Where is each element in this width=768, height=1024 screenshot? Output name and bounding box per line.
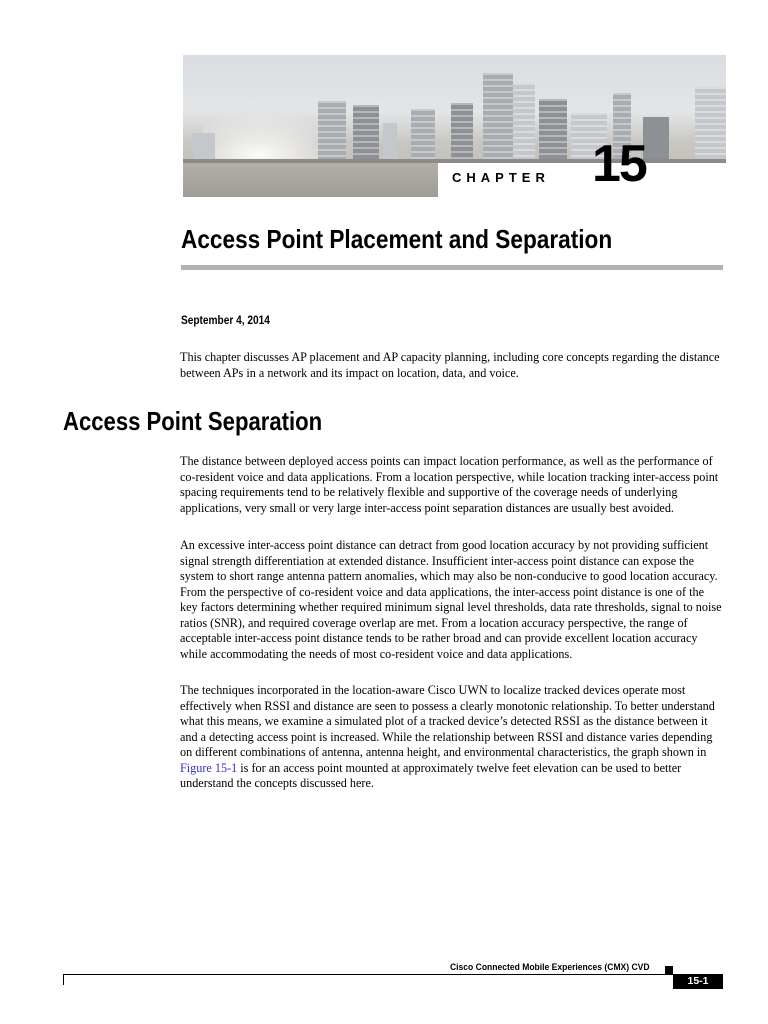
page-number: 15-1 [673,974,723,989]
footer-tick [63,974,64,985]
building-shape [643,117,669,163]
body-paragraph-3-text: is for an access point mounted at approximately twelve feet elevation can be used to better understand the concepts discussed here. [180,760,682,790]
body-paragraph-3-text: The techniques incorporated in the location-aware Cisco UWN to localize tracked devices operate most effectively when RSSI and distance are seen to possess a clearly monotonic relationship. To better understand what this means, we examine a simulated plot of a tracked device’s detected RSSI as the distance between it and a detecting access point is increased. While the relationship between RSSI and distance varies depending on different combinations of antenna, antenna height, and environmental characteristics, the graph shown in [180,683,715,759]
section-heading: Access Point Separation [63,406,323,436]
building-shape [539,99,567,163]
building-shape [451,103,473,163]
building-shape [513,83,535,163]
publish-date: September 4, 2014 [181,315,270,327]
intro-paragraph: This chapter discusses AP placement and AP capacity planning, including core concepts regarding the distance between APs in a network and its impact on location, data, and voice. [180,350,720,380]
building-shape [483,73,513,163]
footer-doc-title: Cisco Connected Mobile Experiences (CMX) CVD [450,962,650,973]
building-shape [318,101,346,163]
chapter-label: CHAPTER [452,170,550,185]
footer-marker [665,966,673,974]
building-shape [411,109,435,163]
body-paragraph-1: The distance between deployed access points can impact location performance, as well as the performance of co-resident voice and data applications. From a location perspective, while location tracking inter-access point spacing requirements tend to be relatively flexible and supportive of the coverage needs of underlying applications, very small or very large inter-access point separation distances are usually best avoided. [180,454,719,515]
building-shape [353,105,379,163]
body-paragraph-3 [180,683,722,792]
building-shape [695,87,726,163]
chapter-number: 15 [592,135,646,193]
chapter-title: Access Point Placement and Separation [181,224,613,254]
body-paragraph-2: An excessive inter-access point distance can detract from good location accuracy by not providing sufficient signal strength differentiation at extended distance. Insufficient inter-access point distance can expose the system to short range antenna pattern anomalies, which may also be non-conducive to good location accuracy. From the perspective of co-resident voice and data applications, the inter-access point distance is one of the key factors determining whether required minimum signal level thresholds, data rate thresholds, signal to noise ratios (SNR), and required coverage overlap are met. From a location accuracy perspective, the range of acceptable inter-access point distance tends to be rather broad and can provide excellent location accuracy while accommodating the needs of most co-resident voice and data applications. [180,538,722,661]
footer-rule [63,974,673,975]
building-shape [383,123,397,163]
title-rule [181,265,723,270]
figure-link[interactable]: Figure 15-1 [180,760,238,775]
